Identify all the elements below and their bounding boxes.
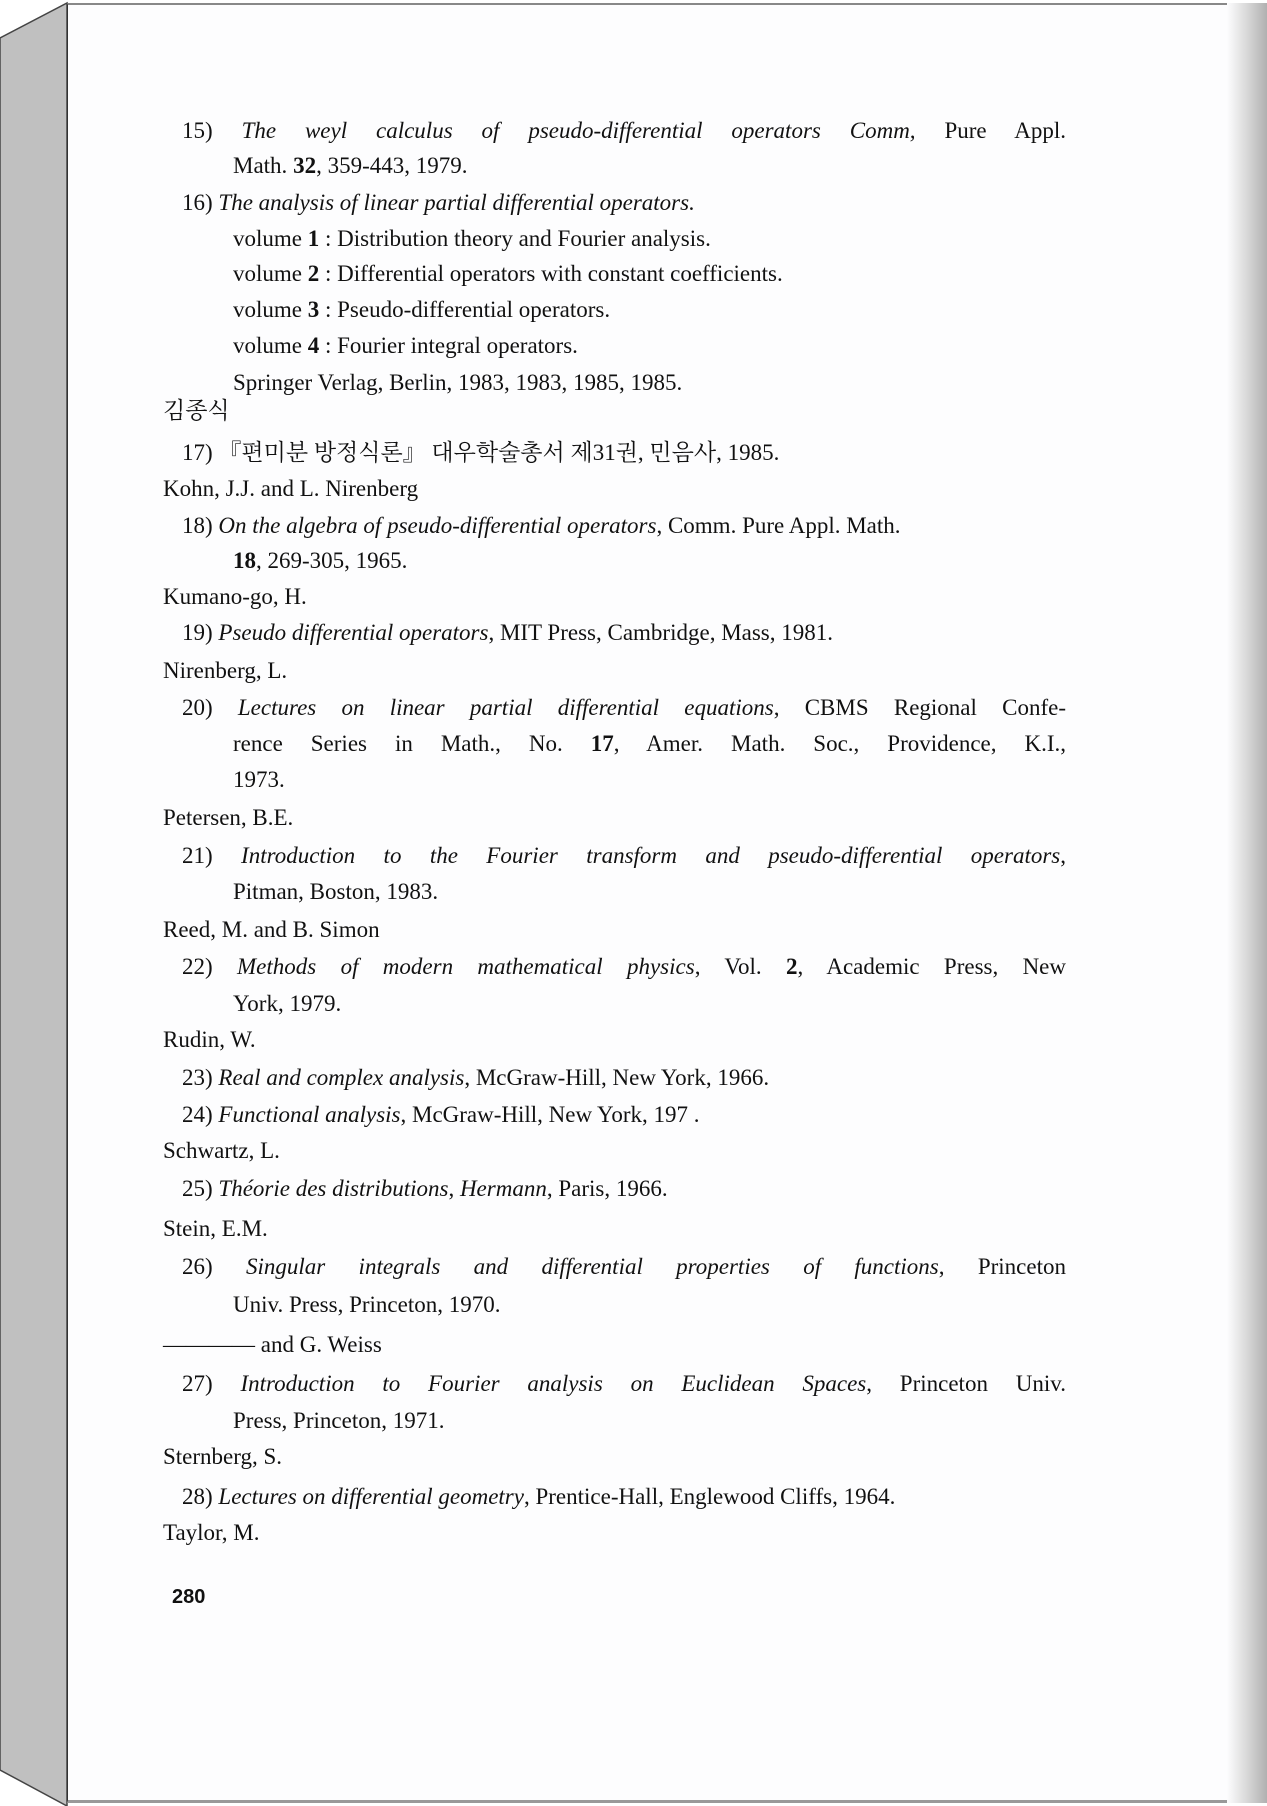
reference-text: 16)	[182, 190, 219, 215]
reference-title: Real and complex analysis	[218, 1065, 465, 1090]
author-line	[163, 1330, 382, 1360]
author-line	[163, 474, 418, 504]
reference-text: , Comm. Pure Appl. Math.	[656, 513, 901, 538]
reference-text: 김종식	[163, 398, 230, 423]
reference-text: , MIT Press, Cambridge, Mass, 1981.	[488, 620, 833, 645]
reference-text: Stein, E.M.	[163, 1216, 268, 1241]
reference-text: 25)	[182, 1176, 219, 1201]
reference-title: Lectures on linear partial differential equations	[237, 695, 774, 720]
reference-continuation	[233, 368, 682, 398]
reference-title: Introduction to Fourier analysis on Euclidean Spaces	[240, 1371, 867, 1396]
reference-text: rence Series in Math., No.	[233, 731, 591, 756]
reference-text: 20)	[182, 695, 238, 720]
reference-title: Methods of modern mathematical physics	[237, 954, 695, 979]
reference-text: volume	[233, 226, 308, 251]
reference-text: 24)	[182, 1102, 219, 1127]
reference-text: 17) 『편미분 방정식론』 대우학술총서 제31권, 민음사, 1985.	[182, 440, 780, 465]
reference-text: 15)	[182, 118, 242, 143]
reference-title: Functional analysis	[218, 1102, 401, 1127]
reference-text: , Prentice-Hall, Englewood Cliffs, 1964.	[523, 1484, 896, 1509]
reference-text: volume	[233, 261, 308, 286]
reference-title: Théorie des distributions	[218, 1176, 449, 1201]
reference-entry	[182, 438, 779, 468]
author-line	[163, 1136, 280, 1166]
reference-title: On the algebra of pseudo-differential operators	[218, 513, 657, 538]
reference-text: Pitman, Boston, 1983.	[233, 879, 439, 904]
reference-continuation	[233, 1406, 444, 1436]
reference-text: , Academic Press, New	[797, 954, 1067, 979]
reference-text: 26)	[182, 1254, 246, 1279]
reference-text: Pure Appl.	[915, 118, 1066, 143]
reference-text: Reed, M. and B. Simon	[163, 917, 380, 942]
volume-number: 4	[307, 333, 320, 358]
reference-entry	[182, 1252, 1066, 1282]
reference-text: Math.	[233, 153, 294, 178]
reference-entry	[182, 1482, 895, 1512]
reference-text: Schwartz, L.	[163, 1138, 280, 1163]
reference-continuation	[233, 151, 467, 181]
author-line	[163, 1025, 256, 1055]
volume-number: 2	[307, 261, 320, 286]
reference-entry	[182, 116, 1066, 146]
reference-text: : Pseudo-differential operators.	[319, 297, 611, 322]
reference-text: , Vol.	[694, 954, 787, 979]
reference-entry	[182, 1174, 668, 1204]
reference-text: 21)	[182, 843, 242, 868]
reference-text: 22)	[182, 954, 238, 979]
author-line	[163, 582, 307, 612]
reference-text: , McGraw-Hill, New York, 1966.	[464, 1065, 770, 1090]
reference-text: : Fourier integral operators.	[319, 333, 578, 358]
reference-text: , Princeton	[938, 1254, 1066, 1279]
reference-text: 27)	[182, 1371, 241, 1396]
reference-title: The weyl calculus of pseudo-differential operators Comm,	[241, 118, 916, 143]
reference-title: Lectures on differential geometry	[218, 1484, 524, 1509]
reference-title: Hermann	[459, 1176, 547, 1201]
reference-continuation	[233, 546, 407, 576]
reference-text: Springer Verlag, Berlin, 1983, 1983, 1985, 1985.	[233, 370, 683, 395]
author-line	[163, 1518, 259, 1548]
volume-number: 1	[307, 226, 320, 251]
author-line	[163, 656, 287, 686]
volume-number: 17	[590, 731, 614, 756]
reference-continuation	[233, 877, 438, 907]
reference-continuation	[233, 989, 341, 1019]
reference-entry	[182, 841, 1066, 871]
reference-text: , Princeton Univ.	[866, 1371, 1066, 1396]
reference-entry	[182, 693, 1066, 723]
reference-text: Kohn, J.J. and L. Nirenberg	[163, 476, 419, 501]
reference-text: : Distribution theory and Fourier analysis.	[319, 226, 711, 251]
reference-entry	[182, 1369, 1066, 1399]
page-number: 280	[172, 1586, 206, 1608]
reference-text: , Paris, 1966.	[546, 1176, 668, 1201]
reference-text: Petersen, B.E.	[163, 805, 294, 830]
volume-number: 32	[293, 153, 317, 178]
reference-entry	[182, 618, 833, 648]
reference-title: The analysis of linear partial differential operators.	[218, 190, 695, 215]
author-line	[163, 915, 380, 945]
reference-text: Rudin, W.	[163, 1027, 256, 1052]
book-spine	[0, 0, 68, 1806]
reference-continuation	[233, 331, 578, 361]
reference-entry	[182, 188, 695, 218]
reference-text: ,	[1060, 843, 1066, 868]
reference-continuation	[233, 729, 1066, 759]
author-line	[163, 1442, 282, 1472]
reference-text: , 359-443, 1979.	[316, 153, 468, 178]
reference-text: ,	[448, 1176, 460, 1201]
reference-text: Press, Princeton, 1971.	[233, 1408, 445, 1433]
reference-title: Pseudo differential operators	[218, 620, 489, 645]
reference-text: Nirenberg, L.	[163, 658, 288, 683]
reference-text: York, 1979.	[233, 991, 342, 1016]
volume-number: 18	[233, 548, 256, 573]
reference-text: 18)	[182, 513, 219, 538]
reference-text: Univ. Press, Princeton, 1970.	[233, 1292, 501, 1317]
volume-number: 2	[786, 954, 798, 979]
reference-continuation	[233, 224, 711, 254]
author-line	[163, 803, 293, 833]
reference-entry	[182, 511, 901, 541]
reference-text: , CBMS Regional Confe-	[773, 695, 1066, 720]
volume-number: 3	[307, 297, 320, 322]
reference-text: 19)	[182, 620, 219, 645]
author-line	[163, 396, 230, 426]
reference-text: 1973.	[233, 767, 285, 792]
reference-text: ———— and G. Weiss	[163, 1332, 382, 1357]
reference-text: 28)	[182, 1484, 219, 1509]
reference-continuation	[233, 295, 610, 325]
reference-continuation	[233, 765, 285, 795]
author-line	[163, 1214, 268, 1244]
reference-continuation	[233, 1290, 500, 1320]
reference-text: Sternberg, S.	[163, 1444, 283, 1469]
reference-text: 23)	[182, 1065, 219, 1090]
reference-title: Singular integrals and differential properties of functions	[246, 1254, 939, 1279]
reference-text: , 269-305, 1965.	[256, 548, 408, 573]
reference-entry	[182, 1063, 769, 1093]
page-edge-shadow	[1227, 3, 1267, 1803]
reference-text: Taylor, M.	[163, 1520, 260, 1545]
reference-text: volume	[233, 333, 308, 358]
reference-text: , Amer. Math. Soc., Providence, K.I.,	[613, 731, 1066, 756]
reference-text: : Differential operators with constant coefficients.	[319, 261, 783, 286]
reference-continuation	[233, 259, 783, 289]
reference-text: Kumano-go, H.	[163, 584, 307, 609]
reference-title: Introduction to the Fourier transform and pseudo-differential operators	[241, 843, 1061, 868]
reference-entry	[182, 952, 1066, 982]
reference-text: , McGraw-Hill, New York, 197 .	[400, 1102, 700, 1127]
reference-text: volume	[233, 297, 308, 322]
reference-entry	[182, 1100, 699, 1130]
